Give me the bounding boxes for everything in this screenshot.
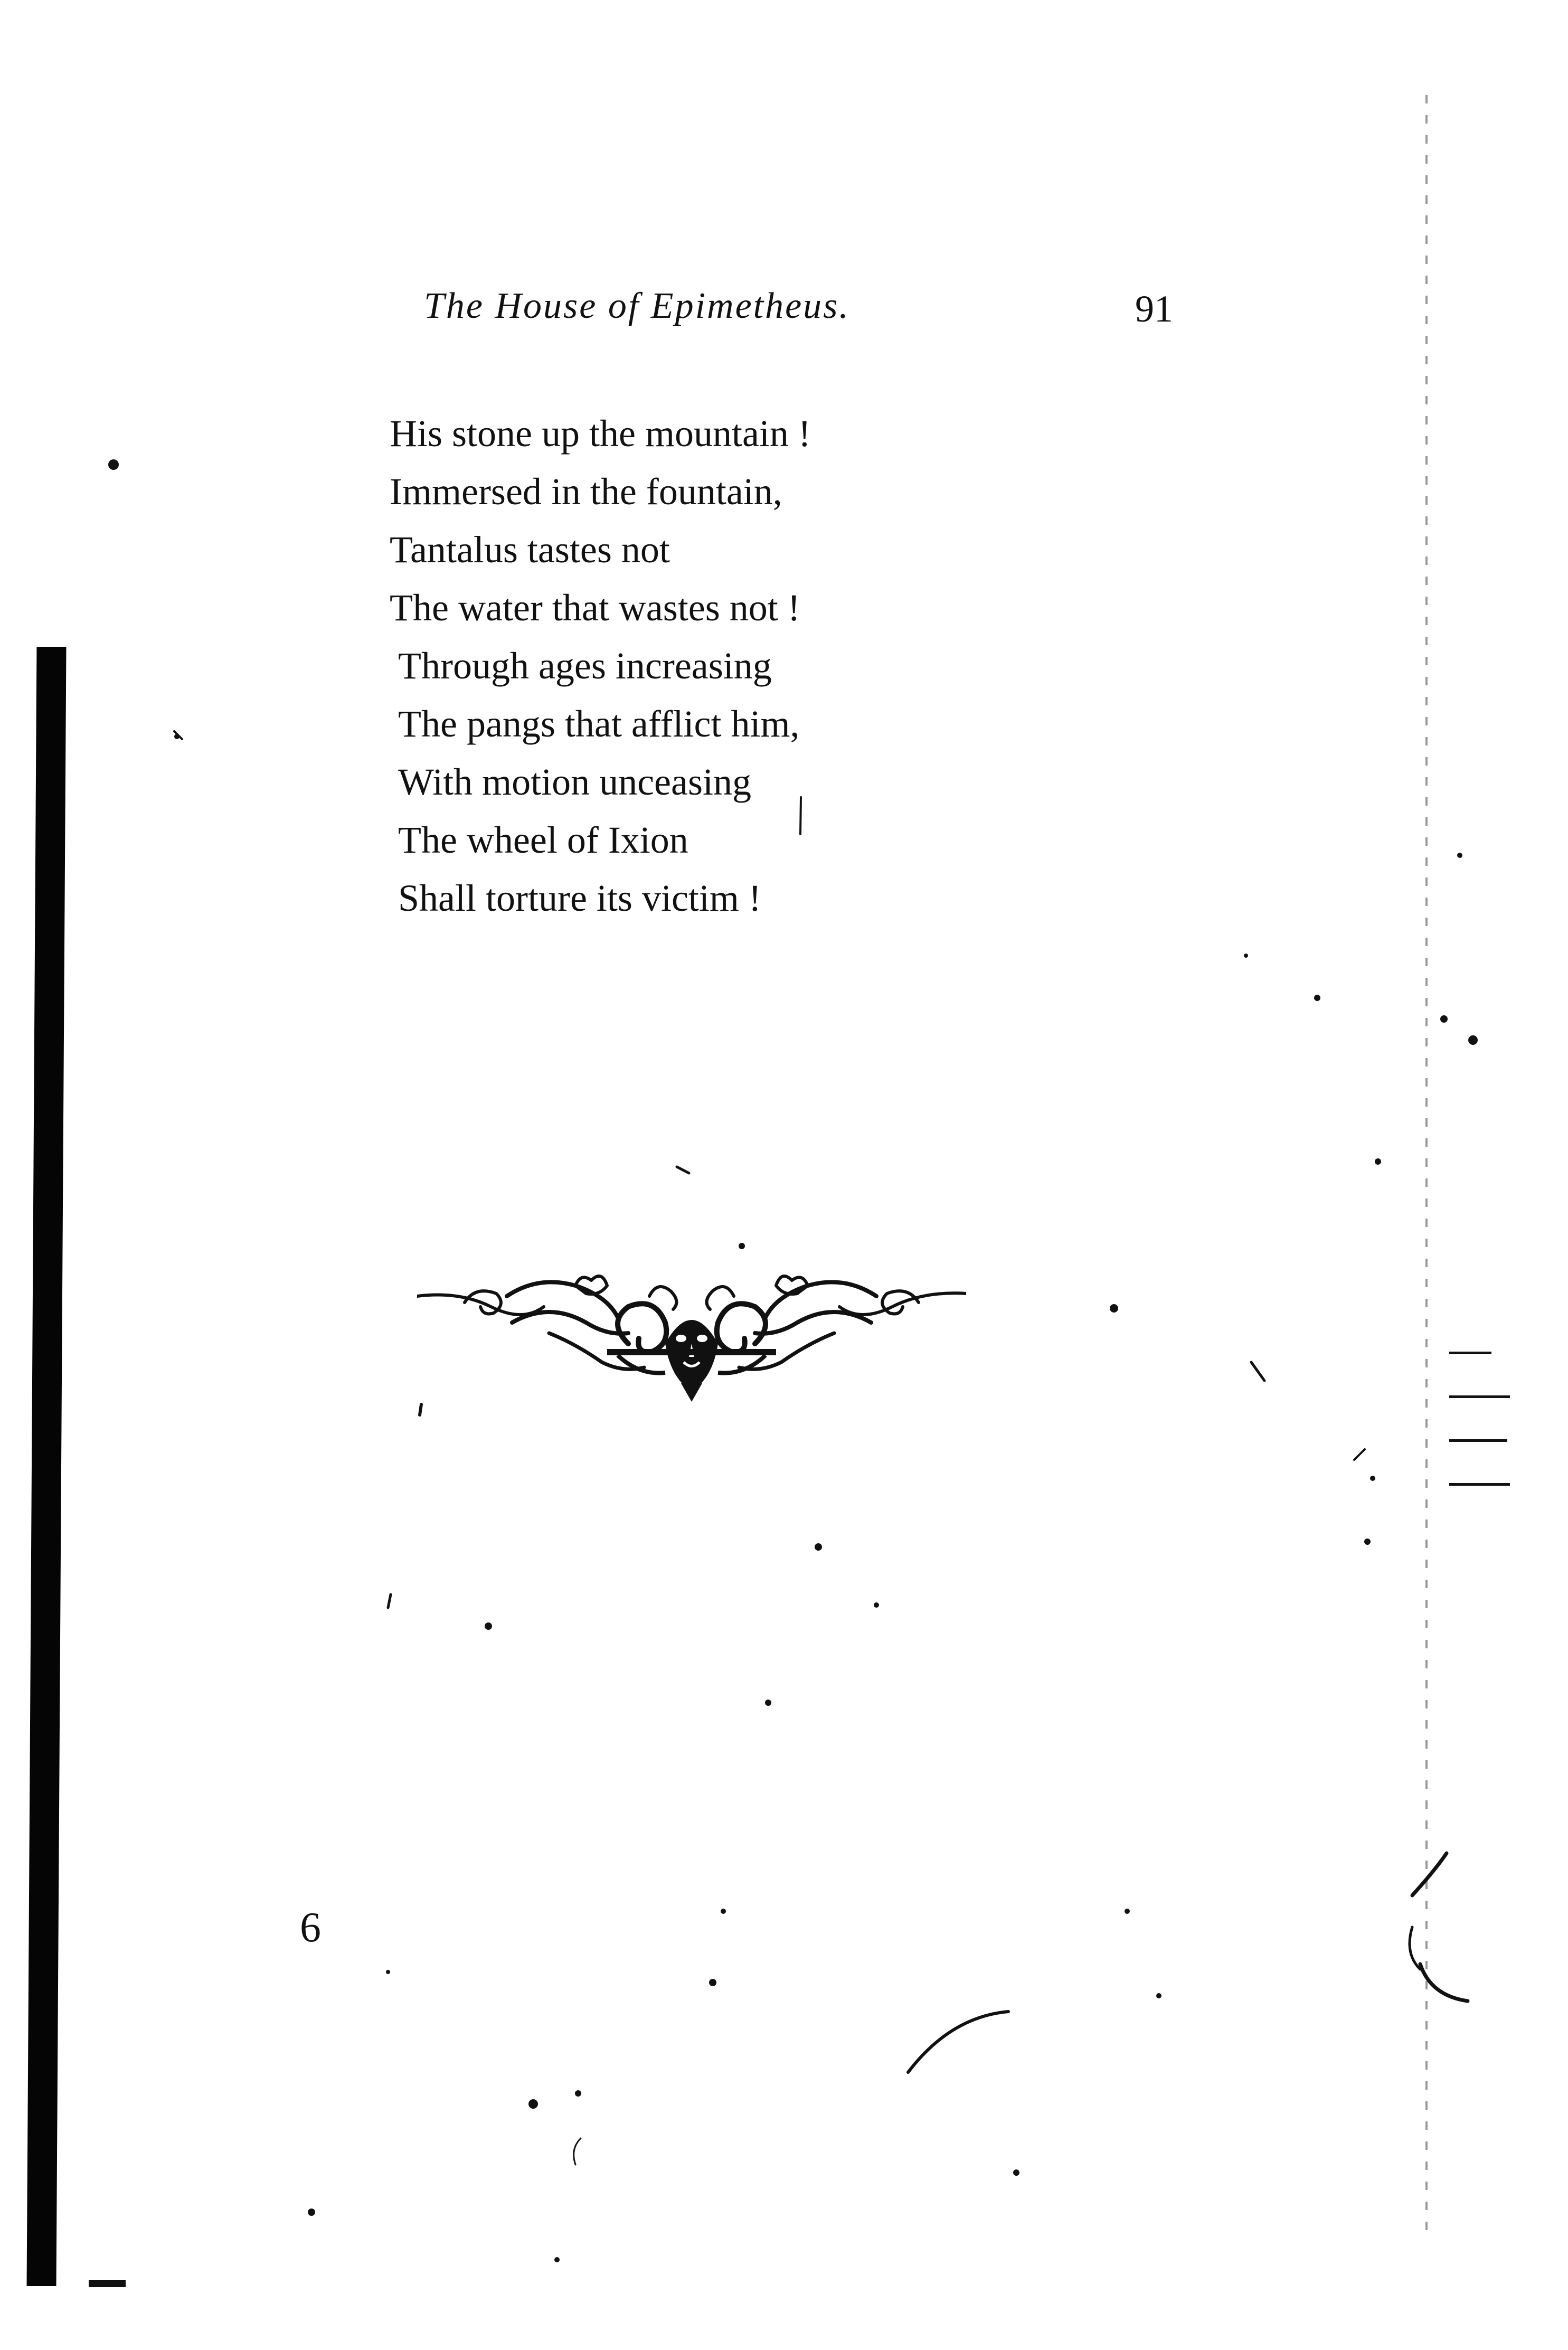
verse-block (390, 404, 811, 927)
signature-mark: 6 (300, 1904, 321, 1951)
verse-line: The wheel of Ixion (398, 819, 688, 861)
verse-line: With motion unceasing (398, 761, 751, 803)
verse-line: The pangs that afflict him, (398, 703, 800, 745)
verse-line: Shall torture its victim ! (398, 877, 761, 919)
floral-tailpiece-ornament-icon (417, 1264, 966, 1402)
verse-line: Through ages increasing (398, 645, 772, 687)
verse-line: Immersed in the fountain, (390, 470, 782, 513)
running-title: The House of Epimetheus. (424, 286, 850, 326)
page-number: 91 (1135, 288, 1173, 330)
verse-line: The water that wastes not ! (390, 587, 800, 629)
verse-line: Tantalus tastes not (390, 528, 670, 571)
verse-line: His stone up the mountain ! (390, 412, 811, 455)
